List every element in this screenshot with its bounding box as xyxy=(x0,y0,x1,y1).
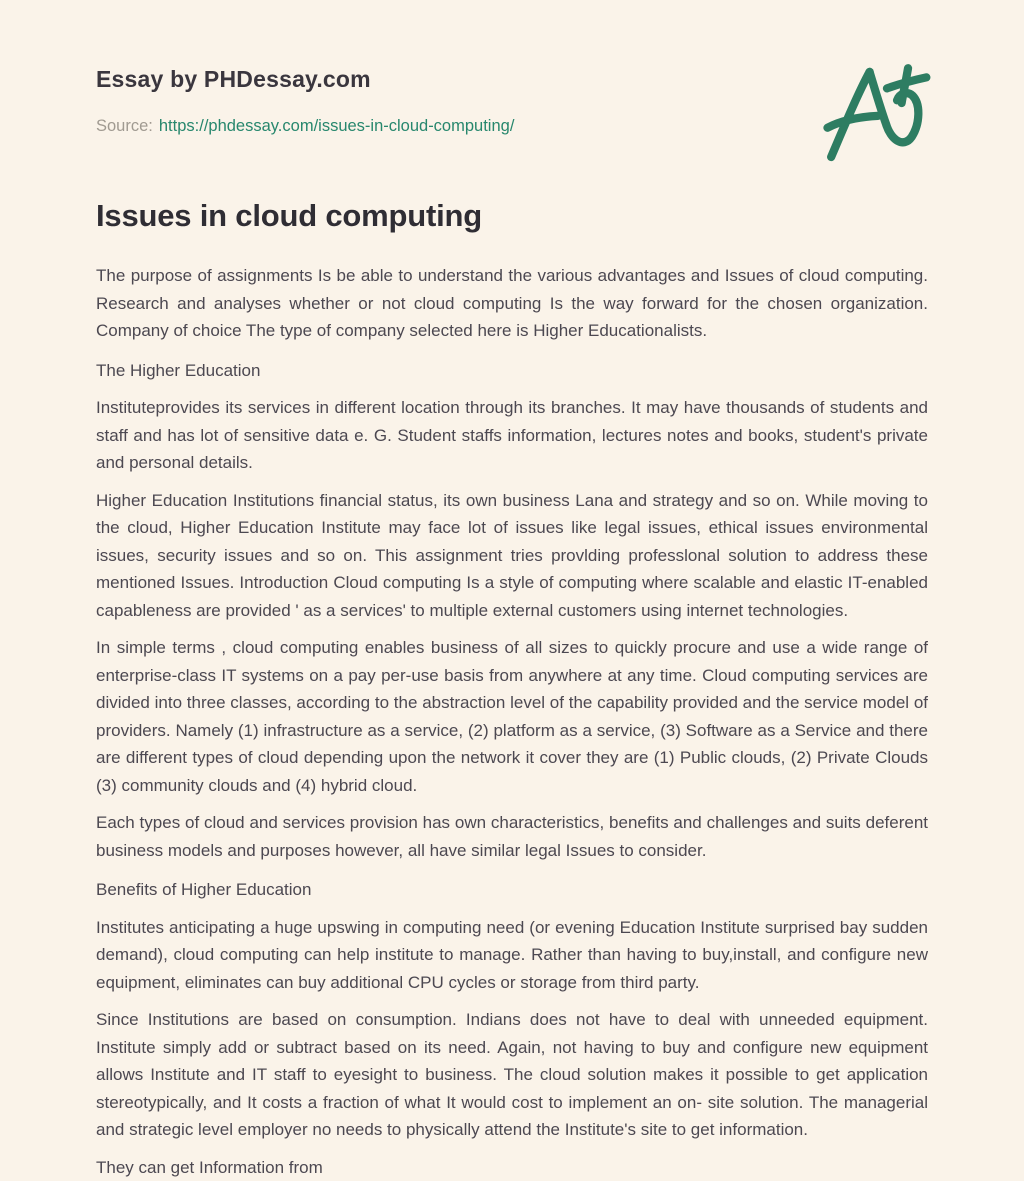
page-title: Issues in cloud computing xyxy=(96,198,928,234)
paragraph: Higher Education Institutions financial status, its own business Lana and strategy and so on. While moving to the cloud, Higher Education Institute may face lot of issues like legal issues, ethical issues environmental issues, security issues and so on. This assignment tries provlding professlonal solution to address these mentioned Issues. Introduction Cloud computing Is a style of computing where scalable and elastic IT-enabled capableness are provided ' as a services' to multiple external customers using internet technologies. xyxy=(96,487,928,625)
paragraph: The purpose of assignments Is be able to understand the various advantages and Issues of cloud computing. Research and analyses whether or not cloud computing Is the way forward for the chosen organization. Company of choice The type of company selected here is Higher Educationalists. xyxy=(96,262,928,345)
paragraph: Institutes anticipating a huge upswing in computing need (or evening Education Institute surprised bay sudden demand), cloud computing can help institute to manage. Rather than having to buy,install, and configure new equipment, eliminates can buy additional CPU cycles or storage from third party. xyxy=(96,914,928,997)
source-label: Source: xyxy=(96,117,153,135)
section-heading: The Higher Education xyxy=(96,357,928,385)
section-heading: Benefits of Higher Education xyxy=(96,876,928,904)
paragraph: They can get Information from xyxy=(96,1154,928,1181)
paragraph: Instituteprovides its services in different location through its branches. It may have thousands of students and staff and has lot of sensitive data e. G. Student staffs information, lectures notes and books, student's private and personal details. xyxy=(96,394,928,477)
source-url-link[interactable]: https://phdessay.com/issues-in-cloud-computing/ xyxy=(159,117,515,135)
source-line xyxy=(96,117,928,136)
paragraph: In simple terms , cloud computing enables business of all sizes to quickly procure and use a wide range of enterprise-class IT systems on a pay per-use basis from anywhere at any time. Cloud computing services are divided into three classes, according to the abstraction level of the capability provided and the service model of providers. Namely (1) infrastructure as a service, (2) platform as a service, (3) Software as a Service and there are different types of cloud depending upon the network it cover they are (1) Public clouds, (2) Private Clouds (3) community clouds and (4) hybrid cloud. xyxy=(96,634,928,799)
a-plus-logo-icon xyxy=(816,60,936,168)
paragraph: Each types of cloud and services provision has own characteristics, benefits and challenges and suits deferent business models and purposes however, all have similar legal Issues to consider. xyxy=(96,809,928,864)
essay-byline: Essay by PHDessay.com xyxy=(96,66,928,93)
article-body xyxy=(96,262,928,1181)
paragraph: Since Institutions are based on consumption. Indians does not have to deal with unneeded equipment. Institute simply add or subtract based on its need. Again, not having to buy and configure new equipment allows Institute and IT staff to eyesight to business. The cloud solution makes it possible to get application stereotypically, and It costs a fraction of what It would cost to implement an on- site solution. The managerial and strategic level employer no needs to physically attend the Institute's site to get information. xyxy=(96,1006,928,1144)
